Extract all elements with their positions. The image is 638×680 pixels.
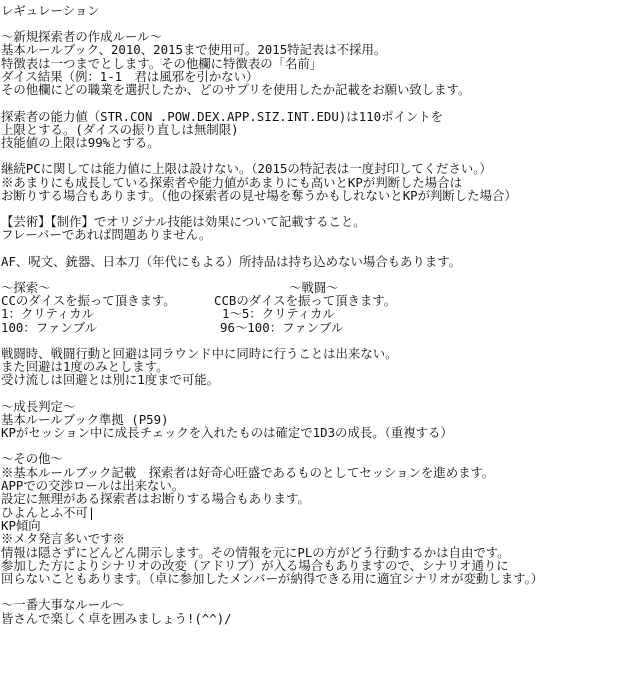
dice-headings	[1, 281, 637, 294]
combat-line: 戦闘時、戦闘行動と回避は同ラウンド中に同時に行うことは出来ない。	[1, 345, 398, 361]
growth-section	[1, 400, 637, 440]
other-line: 参加した方によりシナリオの改変（アドリブ）が入る場合もありますので、シナリオ通りに	[1, 557, 509, 573]
explore-heading: ～探索～	[1, 279, 51, 295]
creation-rule-line: 特徴表は一つまでとします。その他欄に特徴表の「名前」	[1, 55, 323, 71]
important-rule-heading: ～一番大事なルール～	[1, 597, 125, 613]
kp-tendency-heading: KP傾向	[1, 517, 41, 533]
continuing-pc-line: ※あまりにも成長している探索者や能力値があまりにも高いとKPが判断した場合は	[1, 174, 462, 190]
important-rule-section	[1, 598, 637, 625]
dice-row	[1, 321, 637, 334]
dice-row	[1, 294, 637, 307]
other-line: 情報は隠さずにどんどん開示します。その情報を元にPLの方がどう行動するかは自由です。	[1, 544, 510, 560]
explore-critical-text: 1：クリティカル	[1, 306, 94, 322]
important-rule-line: 皆さんで楽しく卓を囲みましょう!(^^)/	[1, 610, 232, 626]
dice-section	[1, 281, 637, 334]
creation-rule-line: ダイス結果（例：1-1 君は風邪を引かない）	[1, 69, 259, 85]
combat-line: 受け流しは回避とは別に1度まで可能。	[1, 372, 220, 388]
stats-line: 上限とする。(ダイスの振り直しは無制限)	[1, 121, 239, 137]
arts-section	[1, 215, 637, 242]
combat-critical-text: 1～5：クリティカル	[222, 306, 335, 322]
combat-fumble-text: 96～100：ファンブル	[220, 319, 344, 335]
other-line: 回らないこともあります。（卓に参加したメンバーが納得できる用に適宜シナリオが変動します。）	[1, 571, 544, 587]
regulation-document	[1, 4, 637, 625]
other-line: APPでの交渉ロールは出来ない。	[1, 478, 185, 494]
growth-line: KPがセッション中に成長チェックを入れたものは確定で1D3の成長。（重複する）	[1, 425, 453, 441]
growth-heading: ～成長判定～	[1, 398, 76, 414]
combat-dice-text: CCBのダイスを振って頂きます。	[214, 293, 397, 309]
creation-rule-line: その他欄にどの職業を選択したか、どのサプリを使用したか記載をお願い致します。	[1, 82, 471, 98]
explore-fumble-text: 100：ファンブル	[1, 319, 97, 335]
document-title: レギュレーション	[1, 3, 100, 18]
other-section	[1, 452, 637, 585]
stats-line: 技能値の上限は99%とする。	[1, 135, 160, 151]
other-line: ※メタ発言多いです※	[1, 531, 125, 547]
combat-section	[1, 347, 637, 387]
creation-rule-line: 基本ルールブック、2010、2015まで使用可。2015特記表は不採用。	[1, 42, 387, 58]
other-line: ※基本ルールブック記載 探索者は好奇心旺盛であるものとしてセッションを進めます。	[1, 464, 495, 480]
combat-heading: ～戦闘～	[289, 279, 339, 295]
combat-line: また回避は1度のみとします。	[1, 359, 169, 375]
continuing-pc-section	[1, 162, 637, 202]
other-line: ひよんとふ不可|	[1, 504, 96, 520]
stats-line: 探索者の能力値（STR.CON .POW.DEX.APP.SIZ.INT.EDU)は110ポイントを	[1, 108, 444, 124]
arts-line: フレーバーであれば問題ありません。	[1, 227, 212, 243]
continuing-pc-line: 継続PCに関しては能力値に上限は設けない。（2015の特記表は一度封印してください。）	[1, 161, 492, 177]
creation-rules-section	[1, 30, 637, 96]
other-line: 設定に無理がある探索者はお断りする場合もあります。	[1, 491, 310, 507]
growth-line: 基本ルールブック準拠 (P59)	[1, 411, 169, 427]
dice-row	[1, 307, 637, 320]
explore-dice-text: CCのダイスを振って頂きます。	[1, 293, 176, 309]
stats-section	[1, 110, 637, 150]
items-line: AF、呪文、銃器、日本刀（年代にもよる）所持品は持ち込めない場合もあります。	[1, 253, 461, 269]
arts-line: 【芸術】【制作】でオリジナル技能は効果について記載すること。	[1, 214, 366, 230]
continuing-pc-line: お断りする場合もあります。（他の探索者の見せ場を奪うかもしれないとKPが判断した場合）	[1, 187, 517, 203]
creation-rules-heading: ～新規探索者の作成ルール～	[1, 29, 162, 45]
other-heading: ～その他～	[1, 451, 63, 467]
